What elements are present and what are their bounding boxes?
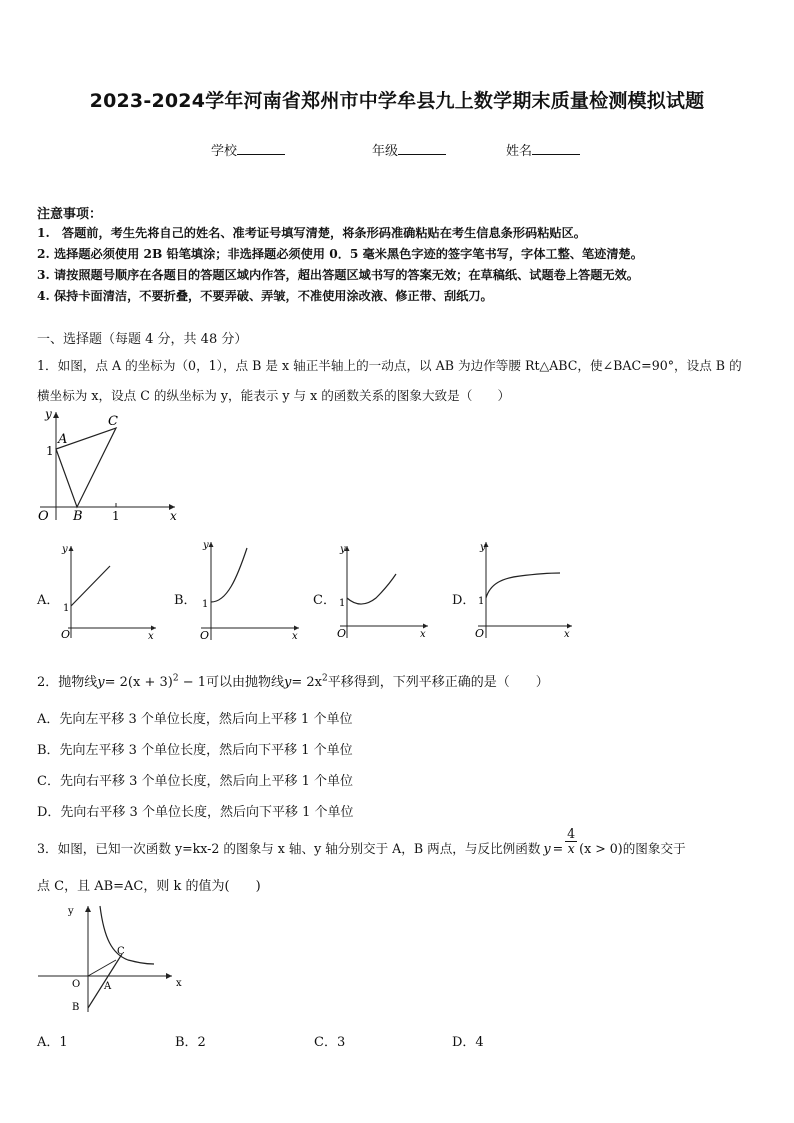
q3-line1-a: 3．如图，已知一次函数 y=kx-2 的图象与 x 轴、y 轴分别交于 A，B 两点，与反比例函数: [37, 841, 541, 856]
page-title: 2023-2024学年河南省郑州市中学牟县九上数学期末质量检测模拟试题: [89, 90, 705, 112]
q1-fig-a-label: A: [58, 432, 68, 447]
q2-middle: 可以由抛物线: [206, 675, 285, 690]
notes-heading: 注意事项：: [37, 207, 103, 222]
q1-fig-x-label: x: [170, 509, 177, 523]
q3-line2: 点 C，且 AB=AC，则 k 的值为( ): [37, 879, 261, 894]
svg-text:O: O: [475, 627, 485, 640]
q2-option-d[interactable]: D．先向右平移 3 个单位长度，然后向下平移 1 个单位: [37, 805, 354, 820]
grade-label: 年级: [372, 144, 399, 159]
q1-option-a-letter[interactable]: A．: [37, 593, 60, 608]
svg-text:y: y: [480, 542, 486, 553]
section-heading: 一、选择题（每题 4 分，共 48 分）: [37, 332, 248, 347]
q3-segment-oc: [88, 960, 116, 976]
q2-eq2-rhs: = 2x: [291, 675, 323, 690]
q1-option-d-graph[interactable]: [472, 538, 576, 640]
q3-figure: [32, 902, 192, 1022]
svg-text:O: O: [337, 627, 347, 640]
school-label: 学校: [211, 144, 238, 159]
svg-text:O: O: [72, 979, 81, 990]
svg-text:y: y: [62, 544, 68, 555]
svg-text:B: B: [72, 1002, 80, 1013]
q3-fraction: [565, 827, 577, 856]
opt-a-curve: [71, 566, 110, 606]
q1-fig-y-label: y: [45, 408, 52, 421]
q1-fig-o-label: O: [38, 509, 49, 524]
svg-text:y: y: [68, 906, 74, 917]
note-item-1: 1. 答题前，考生先将自己的姓名、准考证号填写清楚，将条形码准确粘贴在考生信息条形码粘贴区。: [37, 226, 586, 240]
q1-fig-b-label: B: [73, 509, 83, 524]
q1-option-c-graph[interactable]: [334, 540, 434, 640]
q3-hyperbola: [100, 906, 154, 964]
q1-fig-one-y: 1: [46, 444, 54, 458]
q2-prefix: 2．抛物线: [37, 675, 98, 690]
note-item-3: 3. 请按照题号顺序在各题目的答题区域内作答，超出答题区域书写的答案无效；在草稿纸、试题卷上答题无效。: [37, 268, 639, 282]
q3-line1-b: 的图象交于: [622, 841, 686, 856]
q2-eq1-exp: 2: [172, 673, 179, 684]
note-item-4: 4. 保持卡面清洁，不要折叠，不要弄破、弄皱，不准使用涂改液、修正带、刮纸刀。: [37, 289, 493, 303]
q3-option-a[interactable]: A．1: [37, 1035, 68, 1050]
grade-blank[interactable]: [398, 142, 446, 155]
svg-text:O: O: [200, 629, 210, 642]
opt-c-curve: [347, 574, 396, 604]
q3-option-c[interactable]: C．3: [314, 1035, 346, 1050]
q1-line2: 横坐标为 x，设点 C 的纵坐标为 y，能表示 y 与 x 的函数关系的图象大致是（ ）: [37, 388, 511, 403]
svg-text:y: y: [203, 540, 209, 551]
svg-text:x: x: [420, 629, 426, 640]
q1-option-c-letter[interactable]: C．: [313, 593, 336, 608]
q1-fig-c-label: C: [108, 414, 118, 429]
q2-eq2-exp: 2: [322, 673, 328, 684]
q2-suffix: 平移得到，下列平移正确的是（ ）: [327, 675, 549, 690]
q2-stem: [37, 671, 549, 690]
q1-line1: 1．如图，点 A 的坐标为（0，1），点 B 是 x 轴正半轴上的一动点，以 AB 为边作等腰 Rt△ABC，使∠BAC=90°，设点 B 的: [37, 358, 742, 373]
q3-frac-num: 4: [567, 826, 576, 841]
school-field[interactable]: [211, 140, 285, 159]
q1-figure: [30, 408, 190, 526]
svg-text:1: 1: [63, 603, 70, 614]
opt-d-curve: [486, 573, 560, 598]
svg-text:1: 1: [339, 598, 346, 609]
svg-text:1: 1: [478, 596, 485, 607]
q2-eq1-lhs: y: [97, 675, 105, 690]
q3-option-b[interactable]: B．2: [175, 1035, 206, 1050]
svg-text:x: x: [564, 629, 570, 640]
q2-option-c[interactable]: C．先向右平移 3 个单位长度，然后向上平移 1 个单位: [37, 774, 354, 789]
opt-b-curve: [211, 548, 247, 602]
name-label: 姓名: [506, 144, 533, 159]
q2-option-b[interactable]: B．先向左平移 3 个单位长度，然后向下平移 1 个单位: [37, 743, 353, 758]
q1-option-d-letter[interactable]: D．: [452, 593, 476, 608]
note-item-2: 2. 选择题必须使用 2B 铅笔填涂；非选择题必须使用 0．5 毫米黑色字迹的签字笔书写，字体工整、笔迹清楚。: [37, 247, 643, 261]
q1-option-b-graph[interactable]: [195, 536, 305, 644]
svg-text:x: x: [176, 978, 182, 989]
grade-field[interactable]: [372, 140, 446, 159]
svg-text:C: C: [117, 946, 125, 957]
q2-option-a[interactable]: A．先向左平移 3 个单位长度，然后向上平移 1 个单位: [37, 712, 353, 727]
school-blank[interactable]: [237, 142, 285, 155]
svg-text:x: x: [148, 631, 154, 640]
svg-text:x: x: [292, 631, 298, 642]
q2-eq1-tail: − 1: [178, 675, 207, 690]
q2-eq2-lhs: y: [284, 675, 292, 690]
q1-fig-one-x: 1: [112, 509, 120, 523]
name-field[interactable]: [506, 140, 580, 159]
svg-text:O: O: [61, 628, 71, 640]
svg-text:1: 1: [202, 599, 209, 610]
q1-option-b-letter[interactable]: B．: [174, 593, 197, 608]
q3-frac-den: x: [567, 841, 575, 856]
q3-cond: (x > 0): [579, 841, 623, 856]
q2-eq1-rhs: = 2(x + 3): [104, 675, 173, 690]
name-blank[interactable]: [532, 142, 580, 155]
q3-line1: 3．如图，已知一次函数 y=kx-2 的图象与 x 轴、y 轴分别交于 A，B 两点，与反比例函数 y = $\frac{4}{x}$ (x > 0)的图象交于: [37, 826, 686, 856]
svg-text:A: A: [104, 981, 112, 992]
q3-option-d[interactable]: D．4: [452, 1035, 484, 1050]
q1-option-a-graph[interactable]: [58, 540, 158, 640]
svg-text:y: y: [340, 544, 346, 555]
q1-y-arrow: [53, 412, 59, 418]
